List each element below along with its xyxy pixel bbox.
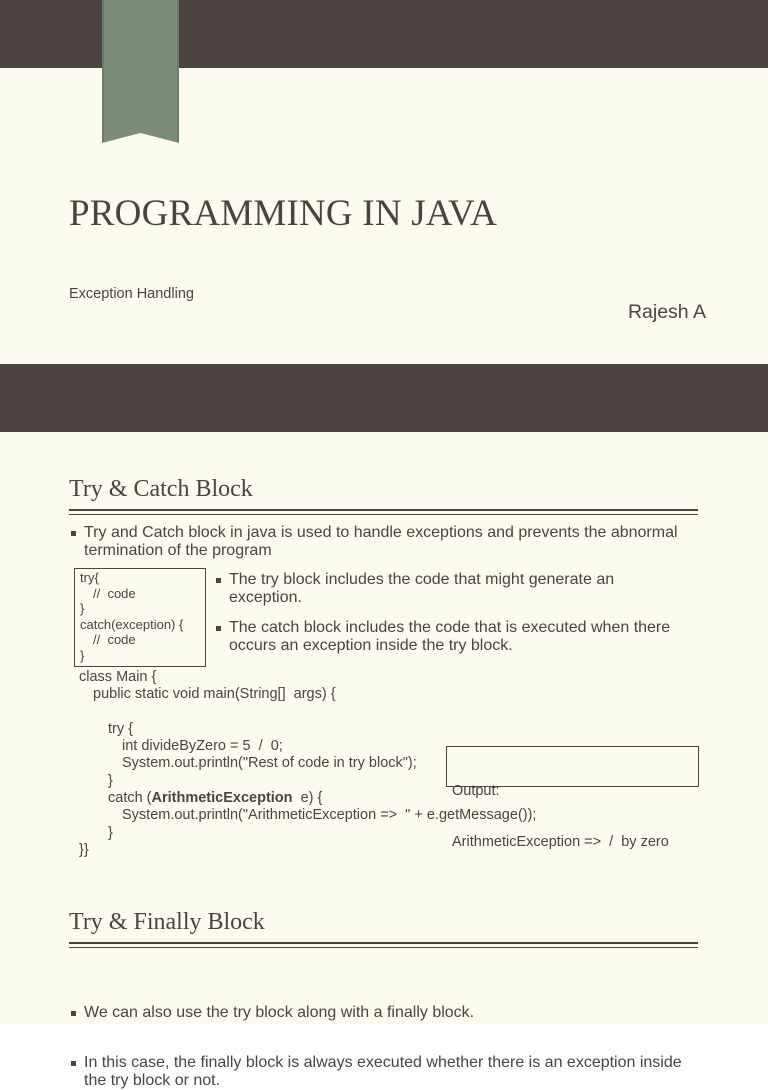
author-name: Rajesh A [627, 301, 706, 323]
bookmark-ribbon-icon [100, 0, 181, 146]
catch-variable: e) { [292, 790, 323, 807]
syntax-line: catch(exception) { [80, 616, 184, 632]
output-value: ArithmeticException => / by zero [452, 834, 669, 850]
catch-keyword: catch ( [108, 790, 152, 807]
output-box [446, 746, 699, 850]
catch-exception-type: ArithmeticException [151, 790, 293, 807]
code-line: System.out.println("ArithmeticException => " + e.getMessage()); [122, 807, 537, 824]
try-catch-heading: Try & Catch Block [69, 476, 253, 502]
code-line: System.out.println("Rest of code in try block"); [122, 755, 417, 772]
code-line: public static void main(String[] args) { [93, 686, 336, 703]
bullet-point: We can also use the try block along with a finally block. [71, 1004, 698, 1022]
syntax-line: } [80, 601, 85, 617]
syntax-line: // code [93, 585, 136, 601]
presentation-subtitle: Exception Handling [69, 286, 194, 302]
syntax-line: } [80, 647, 85, 663]
code-line: class Main { [79, 669, 157, 685]
code-line: int divideByZero = 5 / 0; [122, 738, 283, 755]
heading-rule [69, 947, 698, 948]
code-blank-line [79, 704, 699, 721]
code-line: try { [108, 720, 133, 737]
syntax-code-box [74, 568, 206, 667]
syntax-line: // code [93, 632, 136, 648]
heading-rule [69, 514, 698, 515]
heading-rule [69, 509, 698, 511]
presentation-title: PROGRAMMING IN JAVA [69, 193, 498, 234]
syntax-line: try{ [80, 570, 99, 585]
code-line: } [108, 824, 113, 841]
try-finally-heading: Try & Finally Block [69, 909, 265, 935]
output-label: Output: [452, 783, 500, 799]
intro-bullet: Try and Catch block in java is used to handle exceptions and prevents the abnormal termination of the program [71, 524, 698, 560]
bullet-point: In this case, the finally block is always executed whether there is an exception inside the try block or not. [71, 1054, 698, 1078]
heading-rule [69, 942, 698, 944]
slide-divider-band [0, 364, 768, 432]
bullet-point: The try block includes the code that might generate an exception. [216, 571, 684, 606]
bullet-point: The catch block includes the code that is executed when there occurs an exception inside the try block. [216, 619, 684, 654]
code-line: }} [79, 841, 89, 858]
try-catch-points [216, 571, 684, 654]
code-line: } [108, 772, 113, 789]
